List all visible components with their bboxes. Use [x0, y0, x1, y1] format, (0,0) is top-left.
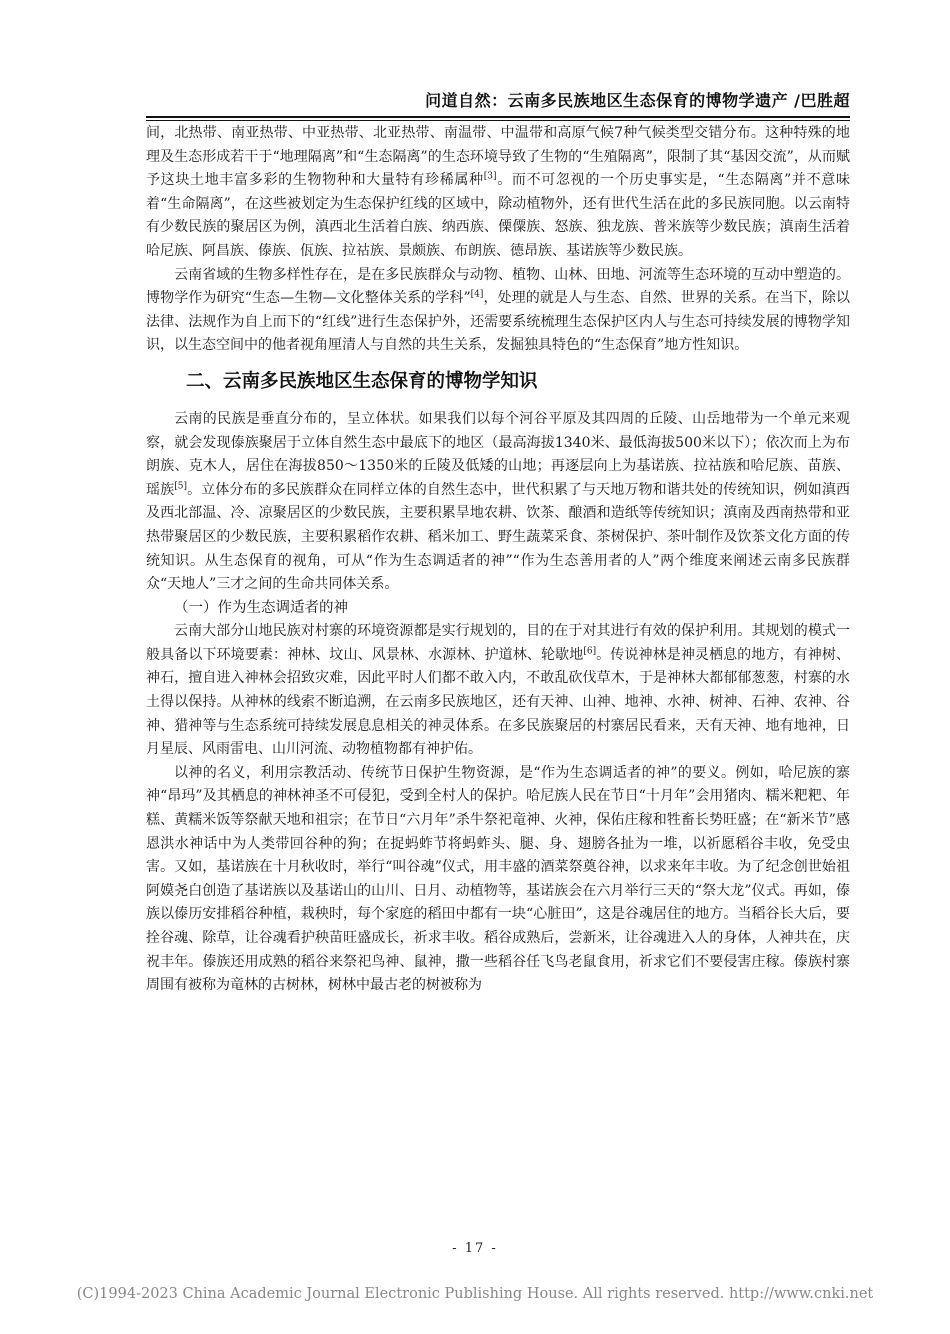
paragraph-3 [146, 408, 850, 597]
paragraph-4-text-end: 。传说神林是神灵栖息的地方，有神树、神石，擅自进入神林会招致灾难，因此平时人们都不敢入内，不敢乱砍伐草木，于是神林大都郁郁葱葱，村寨的水土得以保持。从神林的线索不断追溯，在云南多民族地区，还有天神、山神、地神、水神、树神、石神、农神、谷神、猎神等与生态系统可持续发展息息相关的神灵体系。在多民族聚居的村寨居民看来，天有天神、地有地神，日月星辰、风雨雷电、山川河流、动物植物都有神护佑。 [146, 646, 851, 758]
paragraph-1-text-end: 。而不可忽视的一个历史事实是，“生态隔离”并不意味着“生命隔离”，在这些被划定为生态保护红线的区域中，除动植物外，还有世代生活在此的多民族同胞。以云南特有少数民族的聚居区为例，滇西北生活着白族、纳西族、傈僳族、怒族、独龙族、普米族等少数民族；滇南生活着哈尼族、阿昌族、傣族、佤族、拉祜族、景颇族、布朗族、德昂族、基诺族等少数民族。 [146, 172, 850, 259]
paragraph-5 [146, 762, 850, 998]
citation-4: [4] [470, 289, 484, 300]
subsection-heading: （一）作为生态调适者的神 [174, 599, 348, 616]
section-heading: 二、云南多民族地区生态保育的博物学知识 [186, 370, 538, 392]
header-rule [146, 116, 850, 118]
paragraph-3-text: 云南的民族是垂直分布的，呈立体状。如果我们以每个河谷平原及其四周的丘陵、山岳地带为一个单元来观察，就会发现傣族聚居于立体自然生态中最底下的地区（最高海拔1340米、最低海拔500米以下）；依次而上为布朗族、克木人，居住在海拔850～1350米的丘陵及低矮的山地；再逐层向上为基诺族、拉祜族和哈尼族、苗族、瑶族 [146, 410, 850, 498]
paragraph-2-text: 云南省域的生物多样性存在，是在多民族群众与动物、植物、山林、田地、河流等生态环境的互动中塑造的。博物学作为研究“生态—生物—文化整体关系的学科” [146, 266, 850, 307]
paragraph-3-text-end: 。立体分布的多民族群众在同样立体的自然生态中，世代积累了与天地万物和谐共处的传统知识，例如滇西及西北部温、冷、凉聚居区的少数民族，主要积累旱地农耕、饮茶、酿酒和造纸等传统知识；滇南及西南热带和亚热带聚居区的少数民族，主要积累稻作农耕、稻米加工、野生蔬菜采食、茶树保护、茶叶制作及饮茶文化方面的传统知识。从生态保育的视角，可从“作为生态调适者的神”“作为生态善用者的人”两个维度来阐述云南多民族群众“天地人”三才之间的生命共同体关系。 [146, 481, 851, 593]
paragraph-5-text: 以神的名义，利用宗教活动、传统节日保护生物资源，是“作为生态调适者的神”的要义。例如，哈尼族的寨神“昂玛”及其栖息的神林神圣不可侵犯，受到全村人的保护。哈尼族人民在节日“十月年”会用猪肉、糯米粑粑、年糕、黄糯米饭等祭献天地和祖宗；在节日“六月年”杀牛祭祀竜神、火神，保佑庄稼和牲畜长势旺盛；在“新米节”感恩洪水神话中为人类带回谷种的狗；在捉蚂蚱节将蚂蚱头、腿、身、翅膀各扯为一堆，以祈愿稻谷丰收，免受虫害。又如，基诺族在十月秋收时，举行“叫谷魂”仪式，用丰盛的酒菜祭奠谷神，以求来年丰收。为了纪念创世始祖阿嫫尧白创造了基诺族以及基诺山的山川、日月、动植物等，基诺族会在六月举行三天的“祭大龙”仪式。再如，傣族以傣历安排稻谷种植，栽秧时，每个家庭的稻田中都有一块“心脏田”，这是谷魂居住的地方。当稻谷长大后，要拴谷魂、除草，让谷魂看护秧苗旺盛成长，祈求丰收。稻谷成熟后，尝新米，让谷魂进入人的身体，人神共在，庆祝丰年。傣族还用成熟的稻谷来祭祀鸟神、鼠神，撒一些稻谷任飞鸟老鼠食用，祈求它们不要侵害庄稼。傣族村寨周围有被称为竜林的古树林，树林中最古老的树被称为 [146, 764, 850, 994]
paragraph-4-text: 云南大部分山地民族对村寨的环境资源都是实行规划的，目的在于对其进行有效的保护利用。其规划的模式一般具备以下环境要素：神林、坟山、风景林、水源林、护道林、轮歇地 [146, 623, 850, 663]
article-body [146, 122, 850, 998]
paragraph-4 [146, 620, 850, 762]
copyright-footer: (C)1994-2023 China Academic Journal Electronic Publishing House. All rights reserved. http://www.cnki.net [76, 1286, 874, 1302]
citation-6: [6] [583, 646, 597, 657]
header-rule-thin [146, 120, 850, 121]
running-head-title: 问道自然：云南多民族地区生态保育的博物学遗产 /巴胜超 [425, 91, 850, 110]
page-number: - 17 - [452, 1241, 498, 1256]
paragraph-1-text: 间，北热带、南亚热带、中亚热带、北亚热带、南温带、中温带和高原气候7种气候类型交错分布。这种特殊的地理及生态形成若干于“地理隔离”和“生态隔离”的生态环境导致了生物的“生殖隔离”，限制了其“基因交流”，从而赋予这块土地丰富多彩的生物物种和大量特有珍稀属种 [146, 125, 850, 189]
paragraph-2-text-end: ，处理的就是人与生态、自然、世界的关系。在当下，除以法律、法规作为自上而下的“红线”进行生态保护外，还需要系统梳理生态保护区内人与生态可持续发展的博物学知识，以生态空间中的他者视角厘清人与自然的共生关系，发掘独具特色的“生态保育”地方性知识。 [146, 290, 850, 354]
citation-3: [3] [483, 171, 497, 182]
paragraph-2 [146, 264, 850, 358]
paragraph-1 [146, 122, 850, 264]
citation-5: [5] [174, 481, 187, 492]
